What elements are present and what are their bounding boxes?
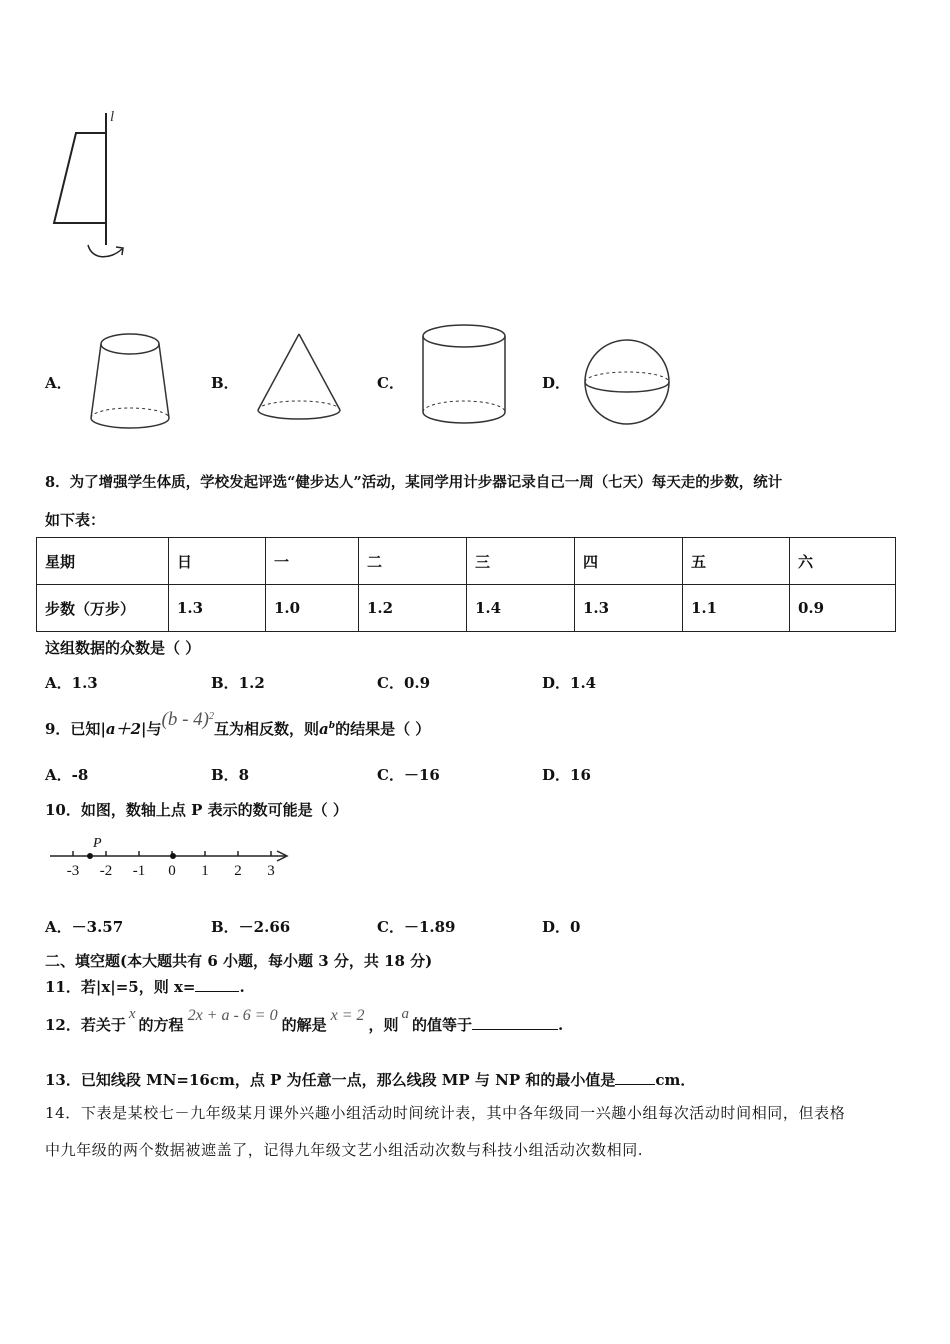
q8-question-line2: 如下表： [45,511,106,529]
point-p-dot [87,853,93,859]
q10-option-c[interactable]: C．－1.89 [377,918,456,936]
q11-end: . [239,978,245,996]
q7-option-b[interactable]: B． [211,374,239,392]
q12-var-a: a [401,1006,410,1022]
q12-solution: x = 2 [330,1007,365,1024]
number-line-tick-label: 1 [201,863,209,879]
table-cell: 1.2 [359,585,467,632]
q8-option-c[interactable]: C．0.9 [377,674,431,692]
q9-square-expr: (b - 4) [161,709,210,730]
q9-option-d[interactable]: D．16 [542,766,591,784]
axis-label: l [110,109,115,125]
table-cell: 星期 [37,538,169,585]
q8-option-d[interactable]: D．1.4 [542,674,597,692]
q7-option-a[interactable]: A． [45,374,72,392]
table-cell: 六 [790,538,896,585]
frustum-shape [85,328,175,436]
q7-option-c[interactable]: C． [377,374,404,392]
q13-text: 13．已知线段 MN=16cm，点 P 为任意一点，那么线段 MP 与 NP 和的最小值是 [45,1071,616,1089]
table-cell: 0.9 [790,585,896,632]
steps-table [36,537,896,632]
q9-mid: 与 [146,720,162,738]
trapezoid-shape [54,133,106,223]
q9-suffix1: 互为相反数，则 [214,720,320,738]
q8-option-b[interactable]: B．1.2 [211,674,265,692]
table-cell: 步数（万步） [37,585,169,632]
q10-question: 10．如图，数轴上点 P 表示的数可能是（ ） [45,801,348,819]
table-cell: 1.3 [169,585,266,632]
q9-option-c[interactable]: C．－16 [377,766,440,784]
number-line [45,833,300,881]
q13-question [45,1069,695,1090]
q11-text: 11．若|x|=5，则 x= [45,978,196,996]
table-cell: 1.0 [266,585,359,632]
q10-option-b[interactable]: B．－2.66 [211,918,291,936]
table-cell: 日 [169,538,266,585]
q12-suffix: 的值等于 [412,1016,473,1034]
q12-end: . [558,1016,564,1034]
q8-option-a[interactable]: A．1.3 [45,674,98,692]
table-row [37,585,896,632]
q12-mid1: 的方程 [138,1016,184,1034]
table-cell: 三 [467,538,575,585]
number-line-tick-label: -2 [99,863,113,879]
q9-option-a[interactable]: A．-8 [45,766,89,784]
number-line-tick-label: -3 [66,863,80,879]
sphere-shape [580,335,675,430]
table-cell: 四 [575,538,683,585]
number-line-tick-label: 0 [168,863,176,879]
q8-question-line1: 8．为了增强学生体质，学校发起评选“健步达人”活动，某同学用计步器记录自己一周（七天）每天走的步数，统计 [45,474,783,491]
q10-option-a[interactable]: A．－3.57 [45,918,124,936]
table-cell: 1.4 [467,585,575,632]
q9-option-b[interactable]: B．8 [211,766,250,784]
q12-var-x: x [128,1006,136,1022]
q7-option-d[interactable]: D． [542,374,571,392]
q8-question: 这组数据的众数是（ ） [45,639,201,657]
q12-prefix: 12．若关于 [45,1016,126,1034]
q9-power-exp: b [328,721,336,731]
q12-mid2: 的解是 [281,1016,327,1034]
cylinder-shape [417,320,512,430]
q11-question [45,976,245,997]
q9-prefix: 9．已知 [45,720,101,738]
q9-power-base: a [319,720,329,738]
table-row [37,538,896,585]
q12-answer-blank[interactable] [472,1015,558,1030]
q12-mid3: ，则 [368,1016,399,1034]
table-cell: 1.3 [575,585,683,632]
q9-question [45,709,431,740]
section-title: 二、填空题(本大题共有 6 小题，每小题 3 分，共 18 分) [45,952,433,970]
q13-end: cm． [655,1071,696,1089]
q13-answer-blank[interactable] [615,1070,655,1085]
table-cell: 1.1 [683,585,790,632]
number-line-tick-label: 2 [234,863,242,879]
q9-abs-expr: |a＋2| [100,720,147,738]
table-cell: 五 [683,538,790,585]
origin-dot [170,853,176,859]
point-p-label: P [93,836,102,851]
q14-question-line1: 14．下表是某校七－九年级某月课外兴趣小组活动时间统计表，其中各年级同一兴趣小组每次活动时间相同，但表格 [45,1104,846,1122]
q12-equation: 2x + a - 6 = 0 [187,1007,278,1024]
q9-exponent: 2 [209,711,215,722]
table-cell: 二 [359,538,467,585]
q11-answer-blank[interactable] [195,977,239,992]
number-line-tick-label: 3 [267,863,275,879]
q10-option-d[interactable]: D．0 [542,918,581,936]
q12-question [45,1006,564,1035]
rotation-figure [40,105,150,270]
q9-suffix2: 的结果是（ ） [335,720,431,738]
table-cell: 一 [266,538,359,585]
q14-question-line2: 中九年级的两个数据被遮盖了，记得九年级文艺小组活动次数与科技小组活动次数相同. [45,1141,644,1159]
cone-shape [252,328,347,428]
number-line-tick-label: -1 [132,863,146,879]
